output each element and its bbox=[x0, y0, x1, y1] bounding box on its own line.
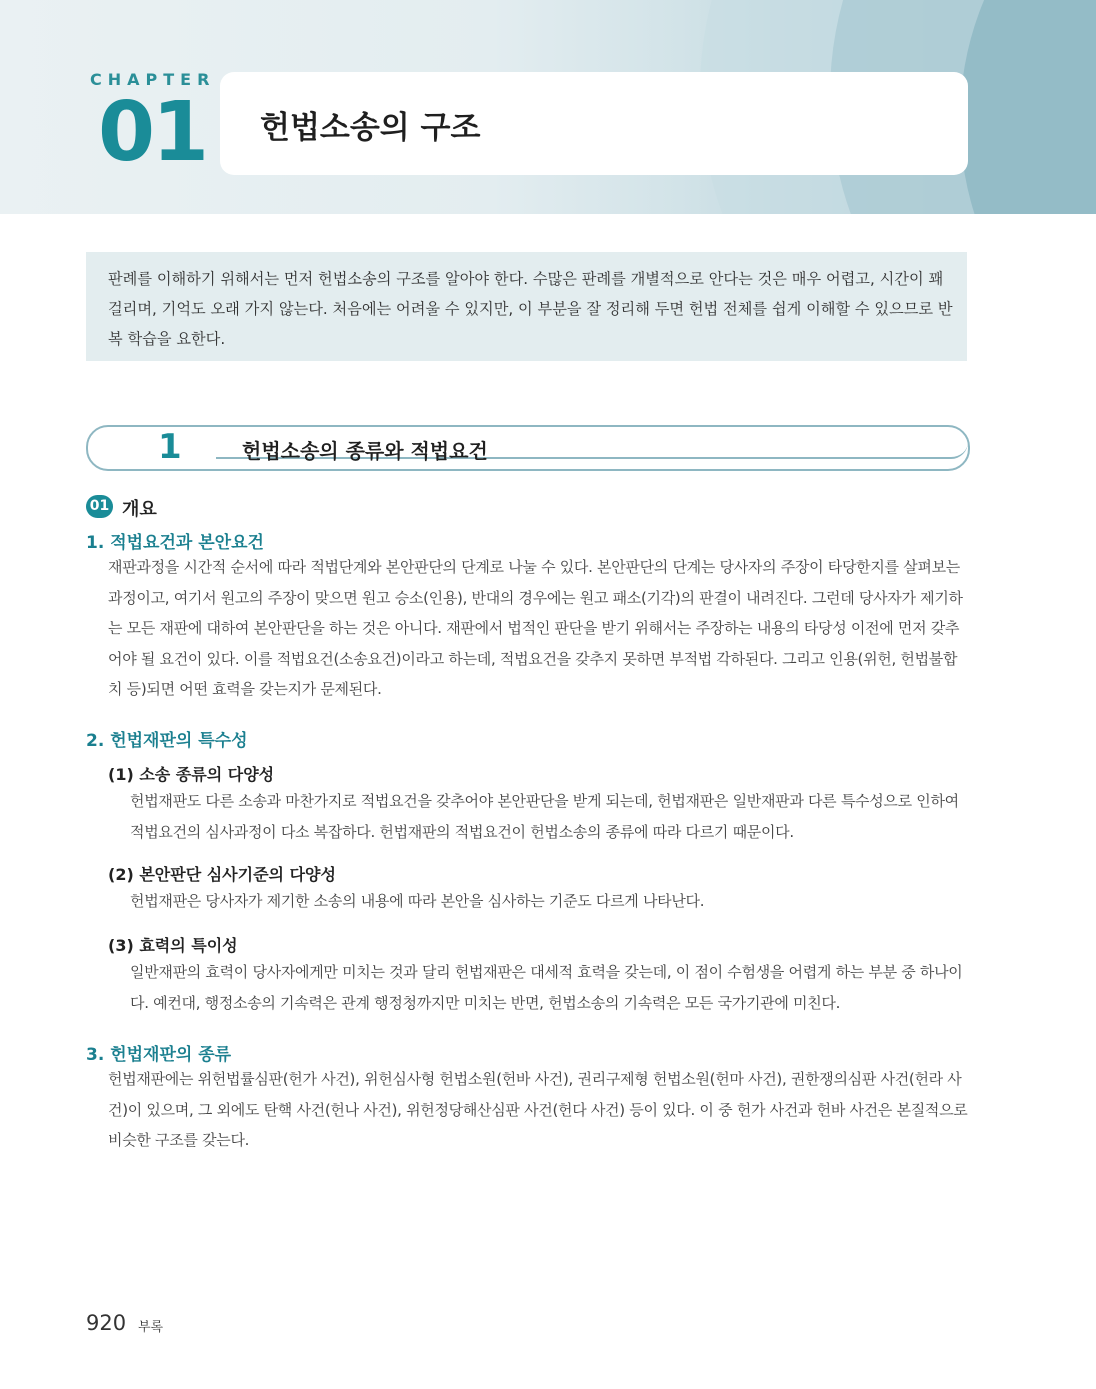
chapter-label: CHAPTER bbox=[90, 70, 216, 89]
subsection-title: 개요 bbox=[122, 499, 157, 520]
heading-diversity-of-cases: (1) 소송 종류의 다양성 bbox=[108, 765, 275, 784]
page-number: 920 bbox=[86, 1311, 127, 1335]
subsection-badge: 01 bbox=[86, 495, 113, 518]
heading-specialty: 2. 헌법재판의 특수성 bbox=[86, 731, 248, 751]
heading-legal-requirements: 1. 적법요건과 본안요건 bbox=[86, 533, 264, 553]
heading-effect-specialty: (3) 효력의 특이성 bbox=[108, 936, 238, 955]
chapter-title-card bbox=[220, 72, 968, 175]
header-wave-decoration bbox=[960, 0, 1096, 214]
heading-types-of-trials: 3. 헌법재판의 종류 bbox=[86, 1045, 232, 1065]
paragraph-review-standards: 헌법재판은 당사자가 제기한 소송의 내용에 따라 본안을 심사하는 기준도 다르게 나타난다. bbox=[130, 892, 705, 910]
footer-label: 부록 bbox=[138, 1320, 164, 1335]
paragraph-effect-specialty: 일반재판의 효력이 당사자에게만 미치는 것과 달리 헌법재판은 대세적 효력을 갖는데, 이 점이 수험생을 어렵게 하는 부분 중 하나이다. 예컨대, 행정소송의 기속력은 관계 행정청까지만 미치는 반면, 헌법소송의 기속력은 모든 국가기관에 미친다. bbox=[130, 963, 963, 1012]
paragraph-diversity-of-cases: 헌법재판도 다른 소송과 마찬가지로 적법요건을 갖추어야 본안판단을 받게 되는데, 헌법재판은 일반재판과 다른 특수성으로 인하여 적법요건의 심사과정이 다소 복잡하다. 헌법재판의 적법요건이 헌법소송의 종류에 따라 다르기 때문이다. bbox=[130, 792, 959, 841]
section-banner bbox=[86, 425, 970, 471]
chapter-title: 헌법소송의 구조 bbox=[260, 110, 481, 146]
chapter-header-band bbox=[0, 0, 1096, 214]
paragraph-types-of-trials: 헌법재판에는 위헌법률심판(헌가 사건), 위헌심사형 헌법소원(헌바 사건), 권리구제형 헌법소원(헌마 사건), 권한쟁의심판 사건(헌라 사건)이 있으며, 그 외에도 탄핵 사건(헌나 사건), 위헌정당해산심판 사건(헌다 사건) 등이 있다. 이 중 헌가 사건과 헌바 사건은 본질적으로 비슷한 구조를 갖는다. bbox=[108, 1070, 968, 1149]
chapter-number: 01 bbox=[98, 85, 207, 180]
paragraph-legal-requirements: 재판과정을 시간적 순서에 따라 적법단계와 본안판단의 단계로 나눌 수 있다. 본안판단의 단계는 당사자의 주장이 타당한지를 살펴보는 과정이고, 여기서 원고의 주장이 맞으면 원고 승소(인용), 반대의 경우에는 원고 패소(기각)의 판결이 내려진다. 그런데 당사자가 제기하는 모든 재판에 대하여 본안판단을 하는 것은 아니다. 재판에서 법적인 판단을 받기 위해서는 주장하는 내용의 타당성 이전에 먼저 갖추어야 될 요건이 있다. 이를 적법요건(소송요건)이라고 하는데, 적법요건을 갖추지 못하면 부적법 각하된다. 그리고 인용(위헌, 헌법불합치 등)되면 어떤 효력을 갖는지가 문제된다. bbox=[108, 558, 963, 698]
intro-text: 판례를 이해하기 위해서는 먼저 헌법소송의 구조를 알아야 한다. 수많은 판례를 개별적으로 안다는 것은 매우 어렵고, 시간이 꽤 걸리며, 기억도 오래 가지 않는다. 처음에는 어려울 수 있지만, 이 부분을 잘 정리해 두면 헌법 전체를 쉽게 이해할 수 있으므로 반복 학습을 요한다. bbox=[108, 270, 953, 348]
heading-review-standards: (2) 본안판단 심사기준의 다양성 bbox=[108, 865, 336, 884]
intro-box bbox=[86, 252, 967, 361]
section-number: 1 bbox=[158, 427, 182, 467]
section-title: 헌법소송의 종류와 적법요건 bbox=[242, 439, 488, 463]
